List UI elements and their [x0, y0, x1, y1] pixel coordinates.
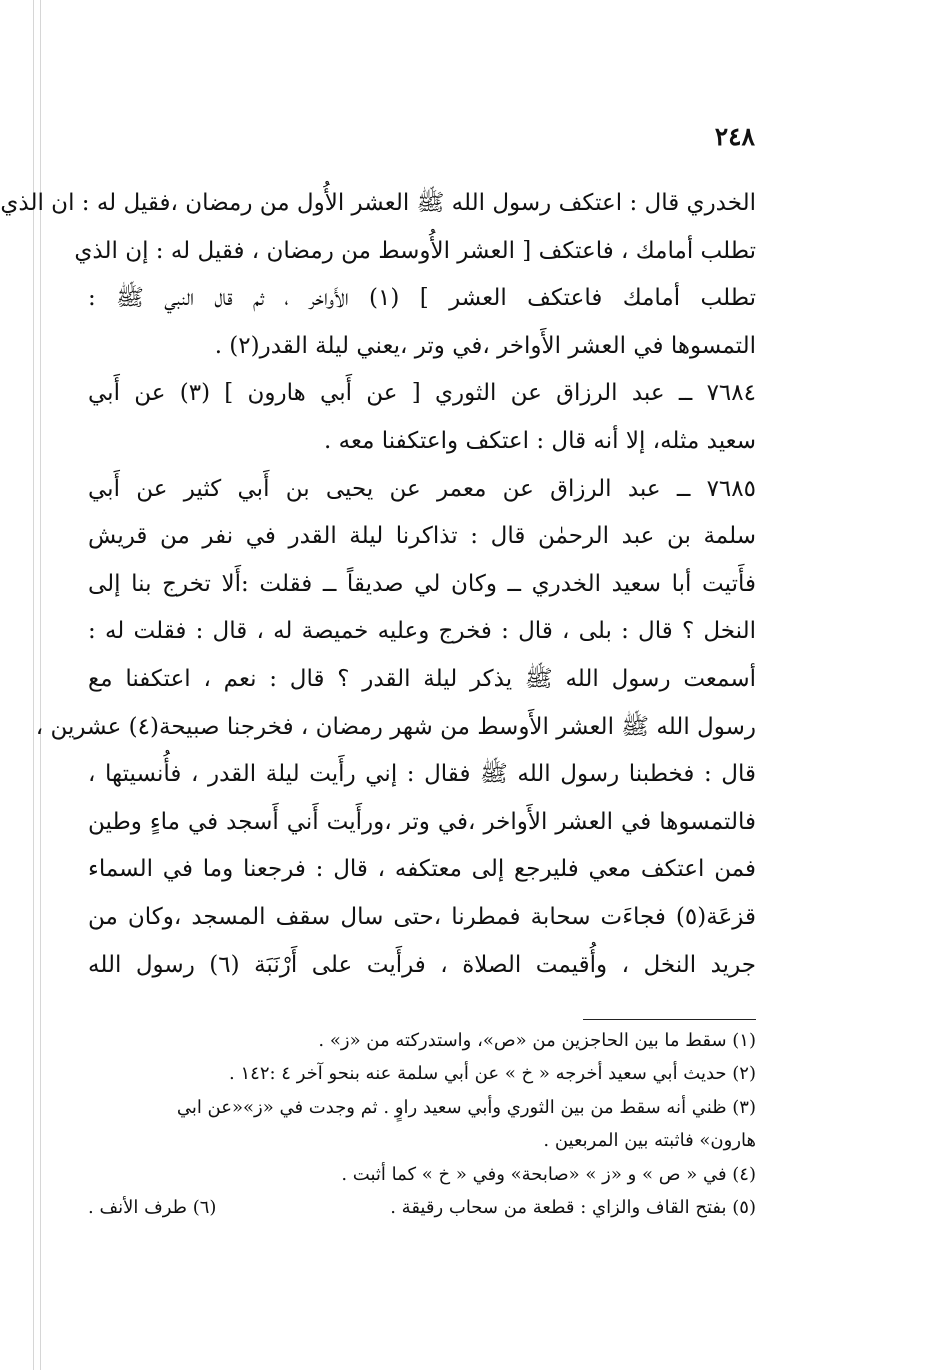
- text-line: أسمعت رسول الله ﷺ يذكر ليلة القدر ؟ قال : نعم ، اعتكفنا مع: [88, 665, 756, 692]
- text-line: فأَتيت أبا سعيد الخدري ــ وكان لي صديقاً ــ فقلت :أَلا تخرج بنا إلى: [88, 570, 756, 597]
- text-line: النخل ؟ قال : بلى ، قال : فخرج وعليه خميصة له ، قال : فقلت له :: [88, 618, 756, 645]
- text-line: سعيد مثله، إلا أنه قال : اعتكف واعتكفنا معه .: [324, 427, 756, 454]
- footnote-separator: [583, 1019, 756, 1020]
- text-line: فمن اعتكف معي فليرجع إلى معتكفه ، قال : فرجعنا وما في السماء: [88, 856, 756, 883]
- footnote-6: (٦) طرف الأنف .: [88, 1196, 217, 1218]
- footnote-4: (٤) في « ص » و «ز » «صابحة» وفي « خ » كما أثبت .: [341, 1163, 756, 1185]
- footnote-3: (٣) ظني أنه سقط من بين الثوري وأبي سعيد راوٍ . ثم وجدت في «ز»«عن ابي: [176, 1096, 756, 1118]
- footnote-3-continued: هارون» فاثبته بين المربعين .: [543, 1130, 756, 1152]
- text-line: سلمة بن عبد الرحمٰن قال : تذاكرنا ليلة القدر في نفر من قريش: [88, 523, 756, 550]
- text-line: رسول الله ﷺ العشر الأَوسط من شهر رمضان ، فخرجنا صبيحة(٤) عشرين ،: [35, 713, 756, 740]
- text-line: تطلب أمامك ، فاعتكف [ العشر الأُوسط من رمضان ، فقيل له : إن الذي: [74, 237, 756, 264]
- footnotes: [88, 1024, 756, 1224]
- text-line: جريد النخل ، وأُقيمت الصلاة ، فرأَيت على أَرْنَبَة (٦) رسول الله: [88, 951, 756, 978]
- page-number: ٢٤٨: [714, 122, 755, 151]
- footnote-5: (٥) بفتح القاف والزاي : قطعة من سحاب رقيقة .: [390, 1196, 756, 1218]
- text-line: تطلب أمامك فاعتكف العشر ] (١) الأَواخر ، ثم قال النبي ﷺ :: [88, 285, 756, 312]
- text-line: قزعَة(٥) فجاءَت سحابة فمطرنا ،حتى سال سقف المسجد ،وكان من: [88, 903, 756, 930]
- text-line: الخدري قال : اعتكف رسول الله ﷺ العشر الأُول من رمضان ،فقيل له : ان الذي: [0, 190, 756, 216]
- footnote-row-5-6: [88, 1191, 756, 1224]
- footnote-1: (١) سقط ما بين الحاجزين من «ص»، واستدركته من «ز» .: [318, 1030, 756, 1051]
- text-line-hadith-7685: ٧٦٨٥ ــ عبد الرزاق عن معمر عن يحيى بن أَبي كثير عن أَبي: [88, 475, 756, 502]
- footnote-2: (٢) حديث أبي سعيد أخرجه « خ » عن أبي سلمة عنه بنحو آخر ٤ :١٤٢ .: [229, 1063, 756, 1085]
- main-text: [0, 180, 756, 989]
- text-line: التمسوها في العشر الأَواخر ،في وتر ،يعني ليلة القدر(٢) .: [214, 332, 756, 359]
- text-line: فالتمسوها في العشر الأَواخر ،في وتر ،ورأَيت أَني أَسجد في ماءٍ وطين: [88, 808, 756, 835]
- text-line: قال : فخطبنا رسول الله ﷺ فقال : إني رأَيت ليلة القدر ، فأُنسيتها ،: [88, 761, 756, 788]
- text-line-hadith-7684: ٧٦٨٤ ــ عبد الرزاق عن الثوري [ عن أَبي هارون ] (٣) عن أَبي: [88, 380, 756, 407]
